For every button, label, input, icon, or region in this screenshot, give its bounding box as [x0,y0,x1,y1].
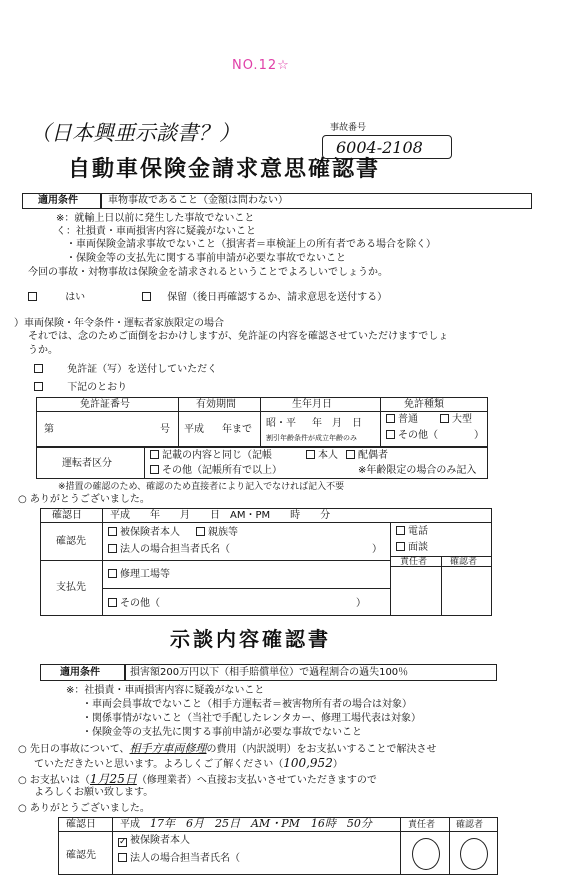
type-other-checkbox[interactable] [386,430,395,439]
method-visit-checkbox[interactable] [396,542,405,551]
payee-close: ） [356,598,366,609]
corp-label-2: 法人の場合担当者氏名（ [130,853,240,864]
insured-option[interactable] [108,527,180,539]
settlement-line-2-text: ていただきたいと思います。よろしくご了解ください（ [34,759,284,770]
settlement-subject: 相手方車両修理 [129,742,207,755]
stamp-checker-label: 確認者 [450,557,478,567]
type-other-label: その他（ [398,430,438,441]
payee-other-label: その他（ [120,598,160,609]
validity-suffix: 年まで [222,424,252,435]
method-phone-label: 電話 [408,526,428,537]
settlement-line-4: よろしくお願い致します。 [34,787,154,798]
form1-title: 自動車保険金請求意思確認書 [68,156,381,182]
license-table-line [36,446,488,448]
rel-other-label: その他（記帳所有で以上） [162,465,282,476]
rel-self-option[interactable] [306,450,338,462]
form1-condition-divider [100,193,102,209]
below-checkbox[interactable] [34,382,43,391]
type-regular-option[interactable] [386,414,418,426]
license-text: それでは、念のためご面倒をおかけしますが、免許証の内容を確認させていただけますでしょ [28,331,449,342]
form2-note: ・車両会員事故でないこと（相手方運転者＝被害物所有者の場合は対象） [82,699,412,710]
payment-date: 1月25日 [89,772,137,786]
send-license-option[interactable] [34,364,217,376]
form1-question: 今回の事故・対物事故は保険金を請求されるということでよろしいでしょうか。 [28,267,388,278]
stamp-checker-label-2: 確認者 [456,820,484,830]
method-visit-option[interactable] [396,542,428,554]
case-number-value: 6004-2108 [336,138,423,157]
payment-bullet-icon: ○ [18,775,27,786]
license-header-number: 免許証番号 [80,399,130,410]
yes-label: はい [65,292,86,303]
license-table-line [36,411,488,412]
confirmation-line [112,817,113,875]
confirmation-line [40,522,492,523]
confirmation-line [400,817,401,875]
rel-spouse-option[interactable] [346,450,388,462]
below-option[interactable] [34,382,127,394]
form2-thanks-text: ありがとうございました。 [29,803,150,814]
license-table-line [380,397,381,447]
handwritten-note: （日本興亜示談書？） [30,121,240,145]
rel-self-label: 本人 [318,450,338,461]
corp-checkbox[interactable] [108,544,117,553]
stamp-responsible-label: 責任者 [400,557,428,567]
license-header-type: 免許種類 [404,399,444,410]
type-large-checkbox[interactable] [440,414,449,423]
form2-condition-value: 損害額200万円以下（相手賠償単位）で過程割合の過失100％ [130,667,409,678]
rel-same-label: 記載の内容と同じ（記帳 [162,450,272,461]
settlement-amount-close: ） [332,759,343,770]
yes-checkbox[interactable] [28,292,37,301]
birth-note: 割引年齢条件が成立年齢のみ [266,434,357,442]
corp-option[interactable] [108,544,230,556]
rel-spouse-checkbox[interactable] [346,450,355,459]
license-number-prefix: 第 [44,424,54,435]
corp-option-2[interactable] [118,853,240,865]
hold-option[interactable] [142,292,387,304]
payee-label: 支払先 [56,582,86,593]
settlement-line-1-rest: の費用（内訳説明）をお支払いすることで解決させ [206,744,437,755]
validity-era: 平成 [184,424,204,435]
license-number-suffix: 号 [160,424,170,435]
form2-title: 示談内容確認書 [170,627,331,651]
insured-checkbox-2[interactable]: ✓ [119,837,127,847]
thanks-bullet-icon: ○ [18,803,27,814]
payee-other-option[interactable] [108,598,160,610]
relatives-option[interactable] [196,527,238,539]
birth-ymd: 年 月 日 [312,418,362,429]
form1-thanks [18,494,150,506]
type-large-label: 大型 [452,414,472,425]
send-license-checkbox[interactable] [34,364,43,373]
method-phone-option[interactable] [396,526,428,538]
type-regular-label: 普通 [398,414,418,425]
settlement-line-3 [18,773,377,787]
insured-label: 被保険者本人 [120,527,180,538]
corp-close: ） [372,544,382,555]
confirmation-line [390,522,391,616]
stamp-responsible-label-2: 責任者 [408,820,436,830]
confirmer-label: 確認先 [56,536,86,547]
settlement-line-1-text: 先日の事故について、 [29,744,130,755]
settlement-bullet-icon: ○ [18,744,27,755]
payee-garage-checkbox[interactable] [108,569,117,578]
confirmation-line [58,831,400,832]
confirmation-line [400,831,498,832]
confirmer-label-2: 確認先 [66,850,96,861]
type-regular-checkbox[interactable] [386,414,395,423]
license-text: うか。 [28,345,58,356]
settlement-line-1 [18,743,437,756]
type-other-close: ） [474,430,484,441]
settlement-line-3-text: お支払いは（ [29,775,90,786]
form1-thanks-text: ありがとうございました。 [29,494,150,505]
form1-note: く：社損責・車両損害内容に疑義がないこと [56,226,256,237]
form2-note: ※：社損責・車両損害内容に疑義がないこと [66,685,265,696]
rel-spouse-label: 配偶者 [358,450,388,461]
form1-condition-label: 適用条件 [38,195,78,206]
form1-note: ※：就輸上日以前に発生した事故でないこと [56,213,255,224]
thanks-bullet-icon: ○ [18,494,27,505]
hold-checkbox[interactable] [142,292,151,301]
insured-label-2: 被保険者本人 [130,835,190,846]
relation-note: ※年齢限定の場合のみ記入 [358,465,477,476]
confirm-date-label-2: 確認日 [66,819,96,830]
relatives-label: 親族等 [208,527,238,538]
form2-condition-divider [124,664,126,681]
form2-condition-label: 適用条件 [60,667,100,678]
relation-label: 運転者区分 [62,458,112,469]
insured-option-2[interactable] [118,835,190,847]
responsible-seal-stamp [412,838,440,870]
confirmation-line [441,556,442,616]
corp-label: 法人の場合担当者氏名（ [120,544,230,555]
yes-option[interactable] [28,292,85,304]
checker-seal-stamp [460,838,488,870]
birth-era: 昭・平 [266,418,296,429]
confirm-date-label: 確認日 [52,510,82,521]
rel-same-option[interactable] [150,450,272,462]
rel-same-checkbox[interactable] [150,450,159,459]
rel-other-option[interactable] [150,465,282,477]
send-license-label: 免許証（写）を送付していただく [67,364,218,375]
form1-footnote: ※措置の確認のため、確認のため直接者により記入でなければ記入不要 [58,482,345,492]
insured-checkbox[interactable] [108,527,117,536]
form1-note: ・保険金等の支払先に関する事前申請が必要な事故でないこと [66,253,346,264]
confirmation-line [102,508,103,616]
relatives-checkbox[interactable] [196,527,205,536]
form1-condition-value: 車物事故であること（金額は問わない） [108,195,288,206]
license-header-validity: 有効期間 [196,399,236,410]
rel-other-checkbox[interactable] [150,465,159,474]
confirm-date-value-2: 17年 6月 25日 AM・PM 16時 50分 [150,817,372,830]
corp-checkbox-2[interactable] [118,853,127,862]
case-number-label: 事故番号 [330,123,367,133]
license-table-line [260,397,261,447]
hold-label: 保留（後日再確認するか、請求意思を送付する） [167,292,388,303]
type-other-option[interactable] [386,430,438,442]
payee-other-checkbox[interactable] [108,598,117,607]
method-visit-label: 面談 [408,542,428,553]
confirm-date-value: 平成 年 月 日 AM・PM 時 分 [110,510,331,521]
confirmation-line [102,588,390,589]
form1-note: ・車両保険金請求事故でないこと（損害者＝車検証上の所有者である場合を除く） [66,239,436,250]
confirmation-line [449,817,450,875]
payee-garage-option[interactable] [108,569,170,581]
confirm-date-prefix-2: 平成 [120,819,140,830]
below-label: 下記のとおり [67,382,128,393]
license-table-line [144,446,145,479]
license-header-birth: 生年月日 [292,399,332,410]
license-heading: ）車両保険・年令条件・運転者家族限定の場合 [14,318,224,329]
form2-thanks [18,803,150,815]
license-table-line [178,397,179,447]
rel-self-checkbox[interactable] [306,450,315,459]
settlement-line-2 [34,757,343,771]
confirmation-line [40,560,390,561]
type-large-option[interactable] [440,414,472,426]
form2-note: ・保険金等の支払先に関する事前申請が必要な事故でないこと [82,727,362,738]
form2-note: ・関係事情がないこと（当社で手配したレンタカー、修理工場代表は対象） [82,713,421,724]
document-number: NO.12☆ [232,58,290,73]
settlement-amount: 100,952 [283,756,333,770]
method-phone-checkbox[interactable] [396,526,405,535]
settlement-line-3-rest: （修理業者）へ直接お支払いさせていただきますので [136,775,377,786]
payee-garage-label: 修理工場等 [120,569,170,580]
